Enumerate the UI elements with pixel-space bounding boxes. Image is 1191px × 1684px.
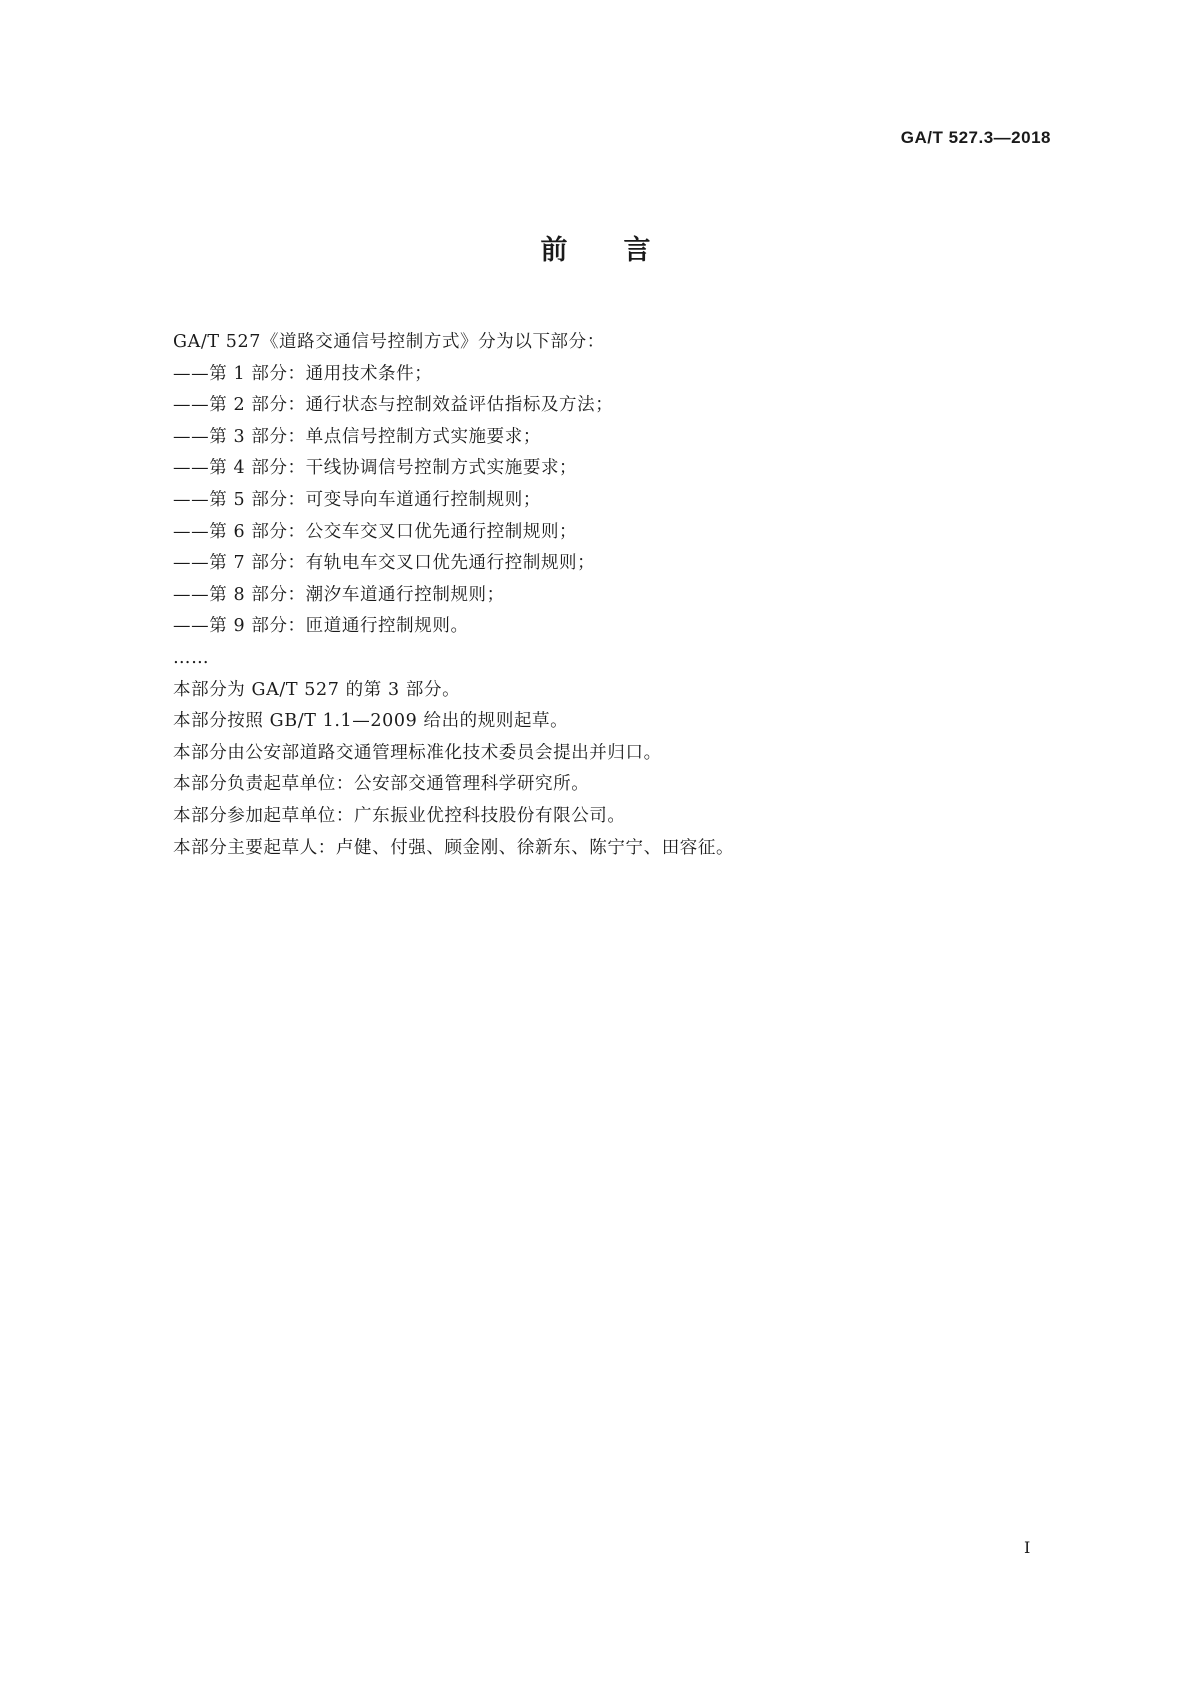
- foreword-body: [173, 327, 1053, 864]
- ellipsis: ……: [173, 647, 210, 668]
- page-title: 前言: [540, 235, 707, 266]
- list-item-part-1: ——第 1 部分：通用技术条件；: [173, 363, 433, 384]
- list-item-part-9: ——第 9 部分：匝道通行控制规则。: [173, 616, 469, 637]
- page-number: I: [1024, 1538, 1031, 1557]
- statement-part-number: 本部分为 GA/T 527 的第 3 部分。: [173, 679, 461, 700]
- list-item-part-6: ——第 6 部分：公交车交叉口优先通行控制规则；: [173, 521, 578, 542]
- list-item-part-2: ——第 2 部分：通行状态与控制效益评估指标及方法；: [173, 395, 614, 416]
- statement-participating-unit: 本部分参加起草单位：广东振业优控科技股份有限公司。: [173, 805, 626, 826]
- statement-responsible-unit: 本部分负责起草单位：公安部交通管理科学研究所。: [173, 774, 590, 795]
- list-item-part-8: ——第 8 部分：潮汐车道通行控制规则；: [173, 584, 505, 605]
- statement-drafting-rules: 本部分按照 GB/T 1.1—2009 给出的规则起草。: [173, 711, 569, 732]
- statement-proposer: 本部分由公安部道路交通管理标准化技术委员会提出并归口。: [173, 742, 662, 763]
- standard-code: GA/T 527.3—2018: [900, 128, 1051, 147]
- intro-line: GA/T 527《道路交通信号控制方式》分为以下部分：: [173, 332, 605, 352]
- list-item-part-3: ——第 3 部分：单点信号控制方式实施要求；: [173, 426, 541, 447]
- list-item-part-7: ——第 7 部分：有轨电车交叉口优先通行控制规则；: [173, 553, 596, 574]
- list-item-part-5: ——第 5 部分：可变导向车道通行控制规则；: [173, 489, 541, 510]
- statement-drafters: 本部分主要起草人：卢健、付强、顾金刚、徐新东、陈宁宁、田容征。: [173, 837, 735, 858]
- list-item-part-4: ——第 4 部分：干线协调信号控制方式实施要求；: [173, 458, 578, 479]
